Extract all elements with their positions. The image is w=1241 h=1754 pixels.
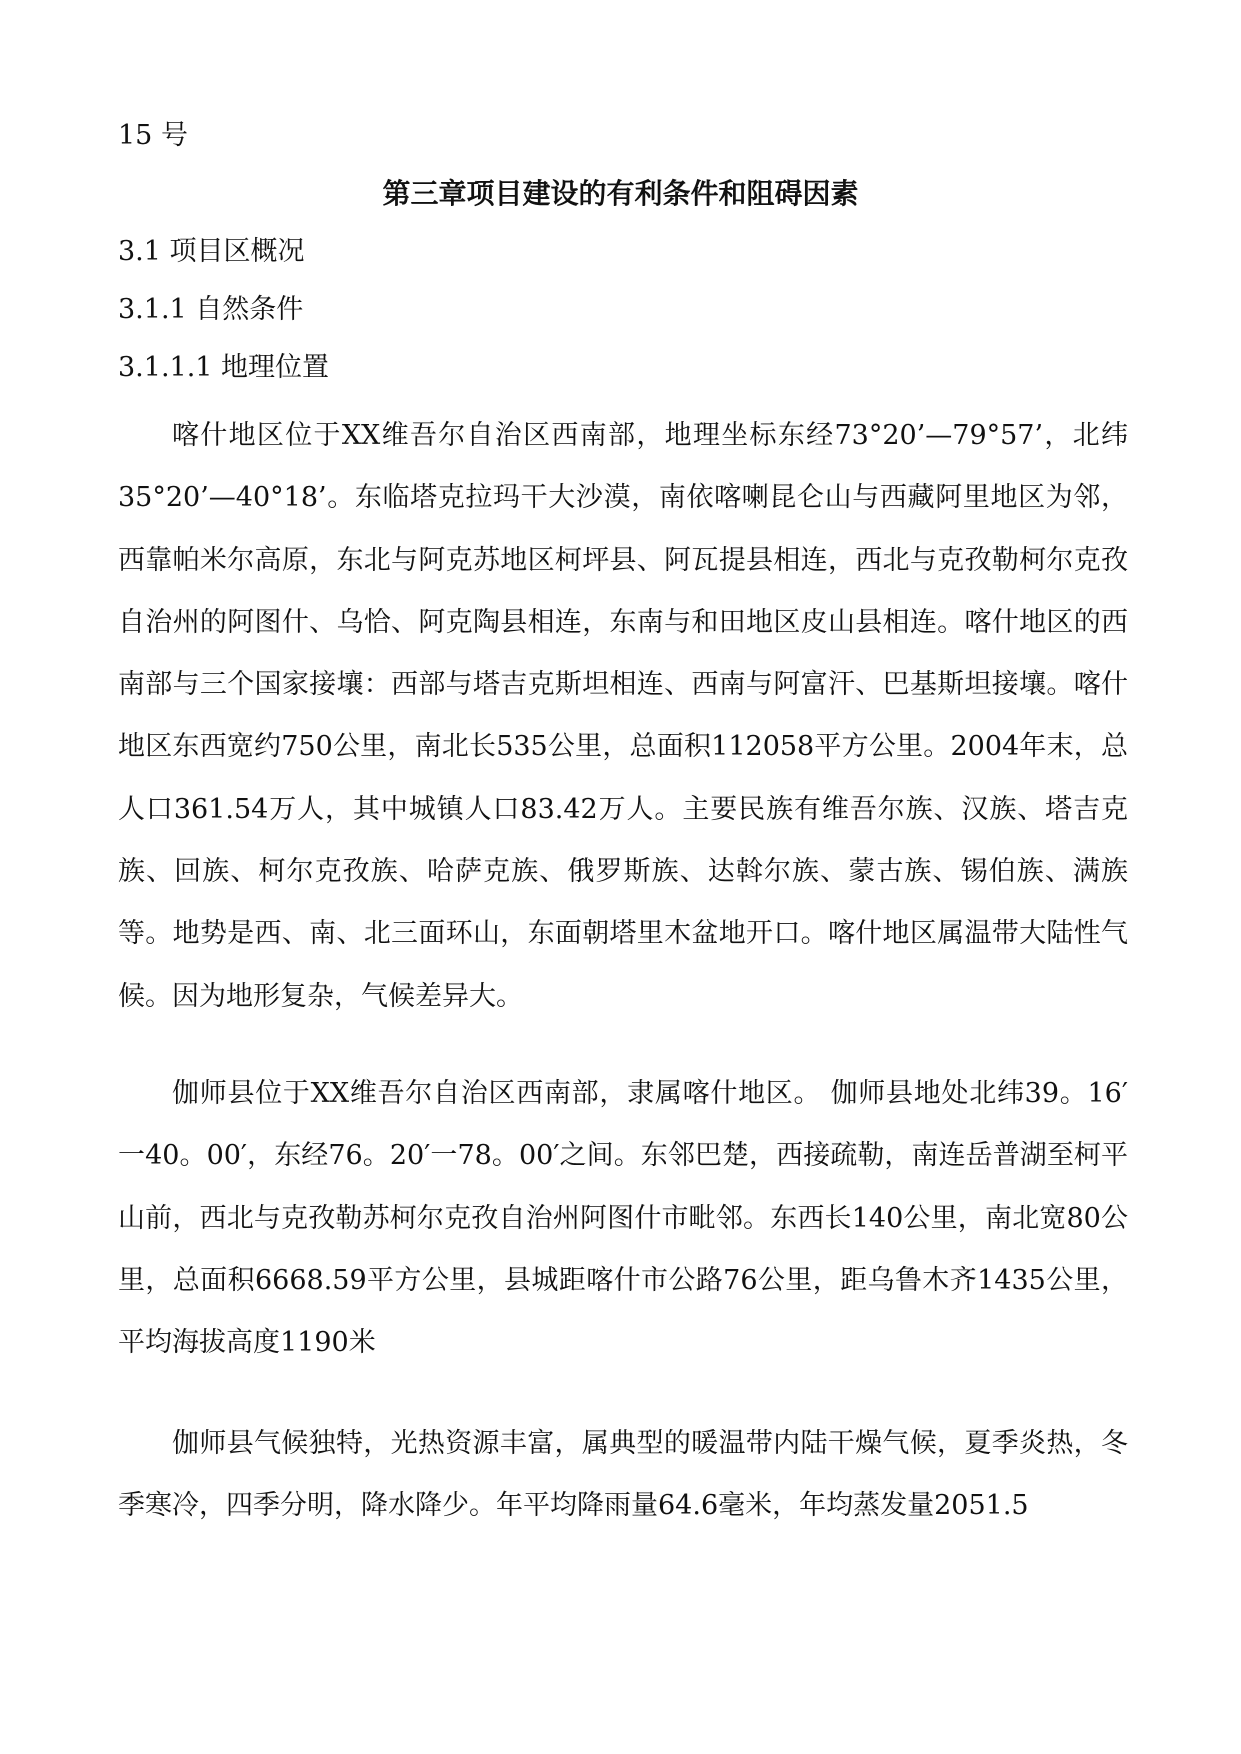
- chapter-title: 第三章项目建设的有利条件和阻碍因素: [382, 177, 859, 210]
- paragraph-jiashi-climate: 伽师县气候独特，光热资源丰富，属典型的暖温带内陆干燥气候，夏季炎热，冬季寒冷，四季分明，降水降少。年平均降雨量64.6毫米，年均蒸发量2051.5: [118, 1428, 1128, 1522]
- section-heading-3-1-1: 3.1.1 自然条件: [118, 294, 304, 325]
- section-heading-3-1-1-1: 3.1.1.1 地理位置: [118, 352, 330, 383]
- paragraph-kashgar: 喀什地区位于XX维吾尔自治区西南部，地理坐标东经73°20’—79°57’，北纬35°20’—40°18’。东临塔克拉玛干大沙漠，南依喀喇昆仑山与西藏阿里地区为邻，西靠帕米尔高原，东北与阿克苏地区柯坪县、阿瓦提县相连，西北与克孜勒柯尔克孜自治州的阿图什、乌恰、阿克陶县相连，东南与和田地区皮山县相连。喀什地区的西南部与三个国家接壤：西部与塔吉克斯坦相连、西南与阿富汗、巴基斯坦接壤。喀什地区东西宽约750公里，南北长535公里，总面积112058平方公里。2004年末，总人口361.54万人，其中城镇人口83.42万人。主要民族有维吾尔族、汉族、塔吉克族、回族、柯尔克孜族、哈萨克族、俄罗斯族、达斡尔族、蒙古族、锡伯族、满族等。地势是西、南、北三面环山，东面朝塔里木盆地开口。喀什地区属温带大陆性气候。因为地形复杂，气候差异大。: [118, 420, 1128, 1012]
- page-number-label: 15 号: [118, 120, 188, 151]
- section-heading-3-1: 3.1 项目区概况: [118, 236, 305, 267]
- paragraph-jiashi-location: 伽师县位于XX维吾尔自治区西南部，隶属喀什地区。 伽师县地处北纬39。16′一40。00′，东经76。20′一78。00′之间。东邻巴楚，西接疏勒，南连岳普湖至柯平山前，西北与克孜勒苏柯尔克孜自治州阿图什市毗邻。东西长140公里，南北宽80公里，总面积6668.59平方公里，县城距喀什市公路76公里，距乌鲁木齐1435公里，平均海拔高度1190米: [118, 1078, 1128, 1359]
